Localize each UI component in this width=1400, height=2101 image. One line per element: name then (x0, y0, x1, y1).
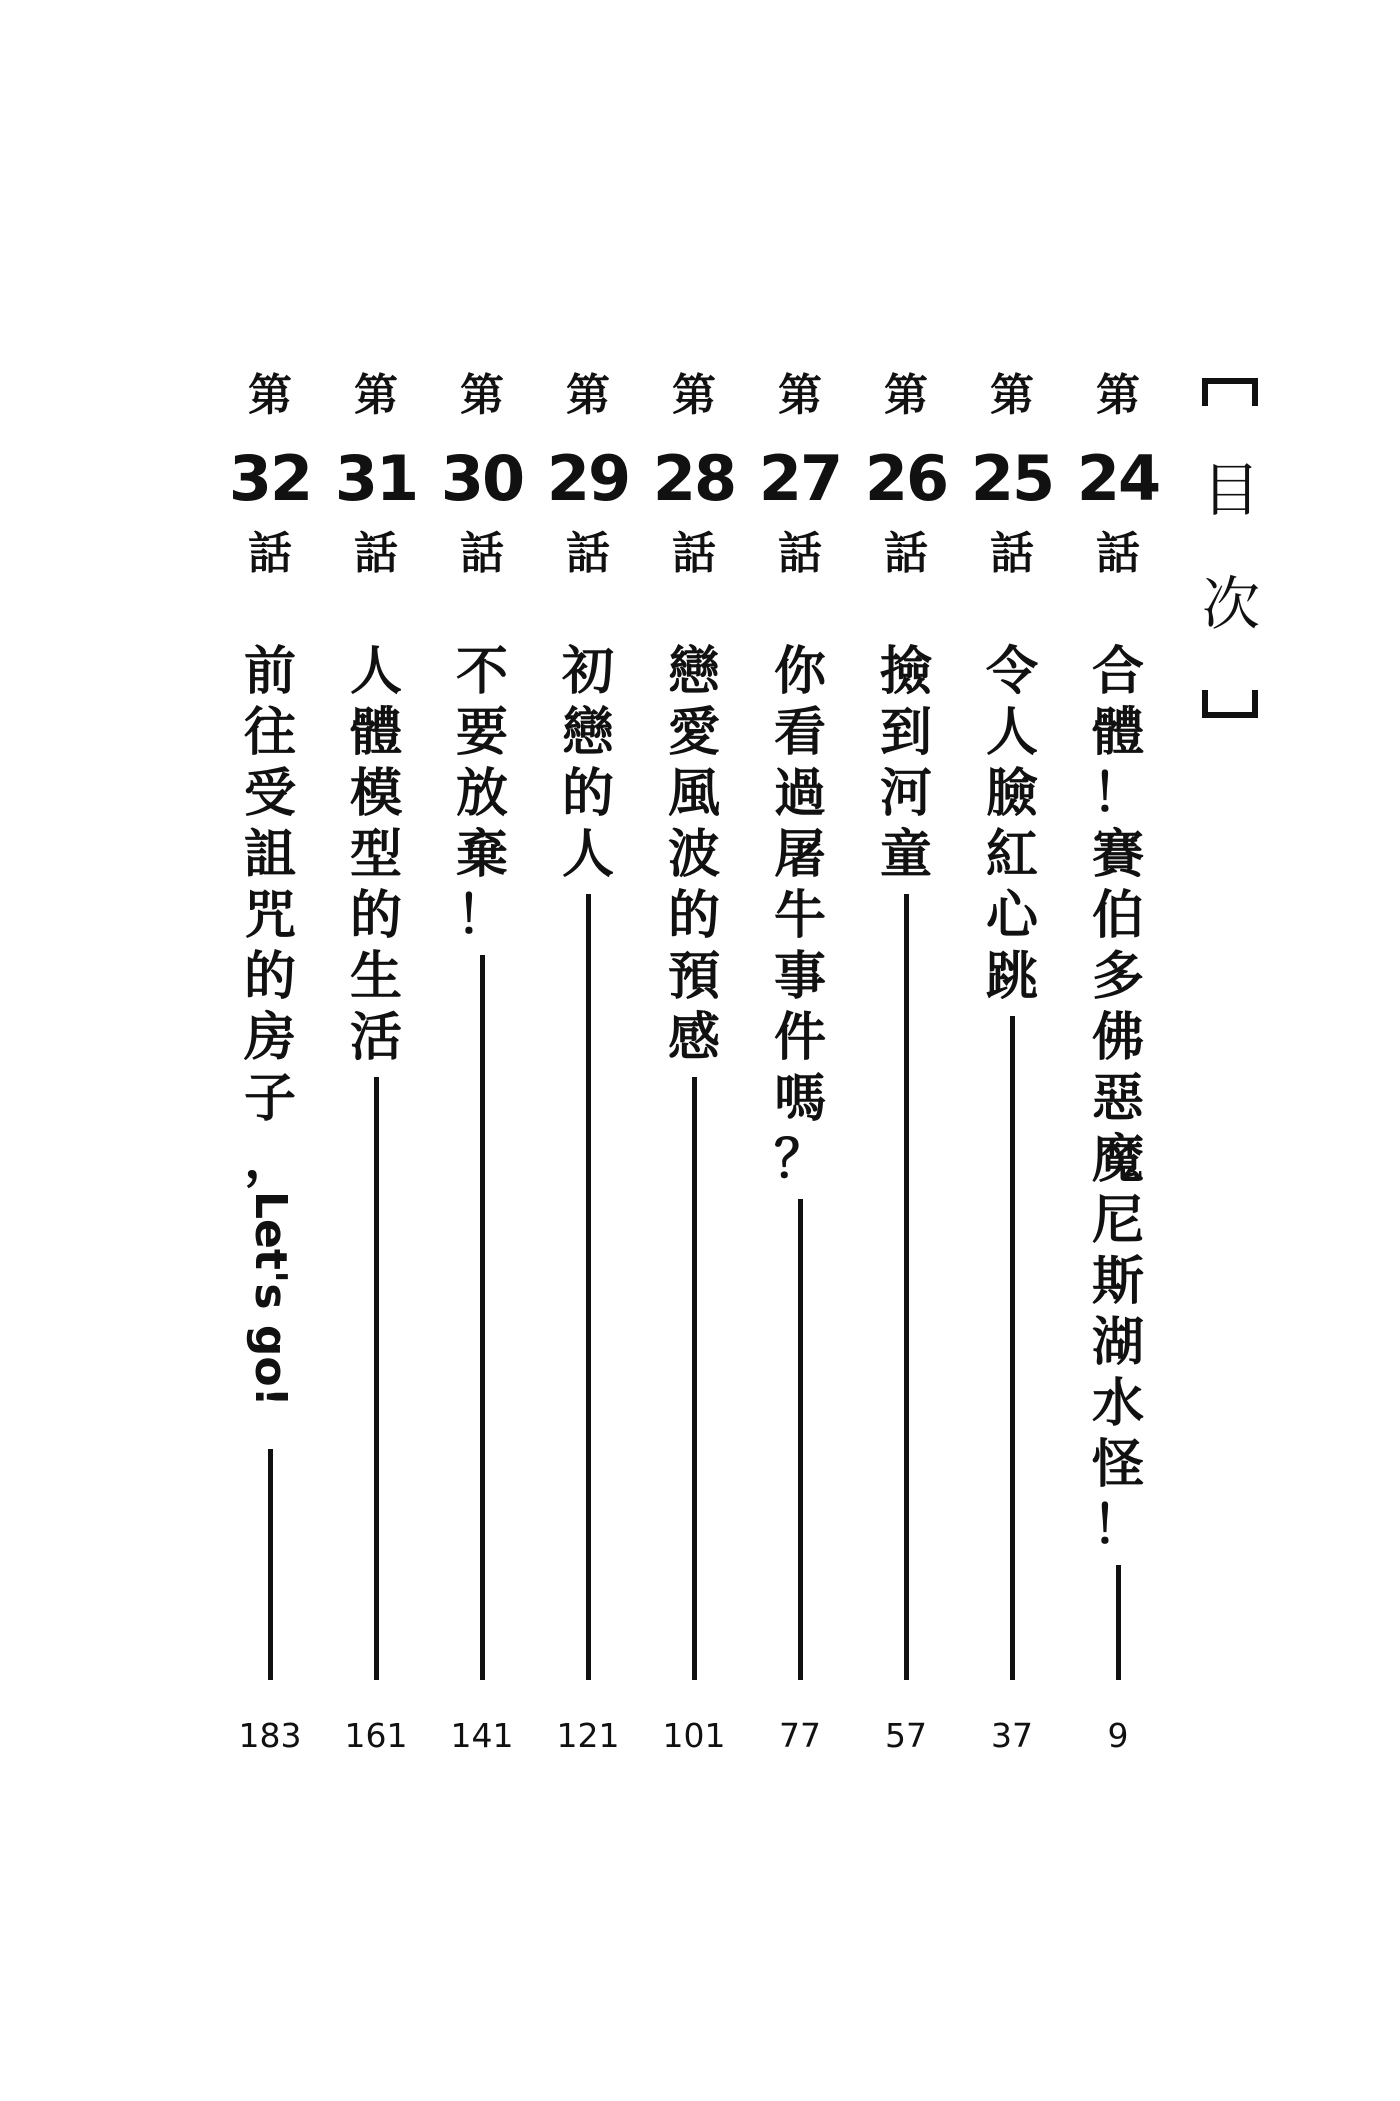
chapter-page-number: 161 (344, 1716, 408, 1755)
chapter-number: 31 (334, 442, 418, 515)
chapter-prefix: 第 (460, 370, 504, 421)
chapter-number: 27 (758, 442, 842, 515)
chapter-number: 32 (228, 442, 312, 515)
chapter-entry[interactable] (851, 0, 961, 2101)
chapter-prefix: 第 (248, 370, 292, 421)
chapter-number: 26 (864, 442, 948, 515)
chapter-page-number: 121 (556, 1716, 620, 1755)
chapter-suffix: 話 (884, 528, 928, 579)
chapter-page-number: 77 (779, 1716, 821, 1755)
chapter-suffix: 話 (460, 528, 504, 579)
chapter-suffix: 話 (1096, 528, 1140, 579)
leader-line (798, 1199, 803, 1680)
chapter-prefix: 第 (990, 370, 1034, 421)
leader-line (480, 955, 485, 1680)
leader-line (904, 894, 909, 1680)
chapter-title: 初 戀 的 人 (561, 642, 614, 885)
chapter-number: 28 (652, 442, 736, 515)
chapter-title: 令 人 臉 紅 心 跳 (985, 642, 1038, 1007)
chapter-number: 29 (546, 442, 630, 515)
chapter-prefix: 第 (672, 370, 716, 421)
chapter-entry[interactable] (321, 0, 431, 2101)
chapter-suffix: 話 (672, 528, 716, 579)
chapter-entry[interactable] (215, 0, 325, 2101)
chapter-prefix: 第 (884, 370, 928, 421)
leader-line (268, 1449, 273, 1680)
heading-bracket-bottom (1202, 690, 1258, 718)
chapter-entry[interactable] (427, 0, 537, 2101)
chapter-title: 前 往 受 詛 咒 的 房 子 ， Let's go! (243, 642, 296, 1407)
heading-bracket-top (1202, 378, 1258, 406)
chapter-prefix: 第 (566, 370, 610, 421)
chapter-page-number: 37 (991, 1716, 1033, 1755)
chapter-title: 戀 愛 風 波 的 預 感 (667, 642, 720, 1068)
chapter-entry[interactable] (533, 0, 643, 2101)
chapter-title: 撿 到 河 童 (879, 642, 932, 885)
chapter-title: 你 看 過 屠 牛 事 件 嗎 ？ (773, 642, 826, 1190)
chapter-number: 25 (970, 442, 1054, 515)
chapter-page-number: 9 (1107, 1716, 1129, 1755)
leader-line (692, 1077, 697, 1680)
chapter-suffix: 話 (354, 528, 398, 579)
chapter-entry[interactable] (957, 0, 1067, 2101)
chapter-number: 30 (440, 442, 524, 515)
leader-line (374, 1077, 379, 1680)
chapter-title: 人 體 模 型 的 生 活 (349, 642, 402, 1068)
chapter-entry[interactable] (1063, 0, 1173, 2101)
heading-char-1: 目 (1201, 456, 1260, 524)
chapter-page-number: 141 (450, 1716, 514, 1755)
chapter-prefix: 第 (1096, 370, 1140, 421)
chapter-page-number: 183 (238, 1716, 302, 1755)
chapter-page-number: 57 (885, 1716, 927, 1755)
heading-char-2: 次 (1201, 570, 1260, 638)
chapter-suffix: 話 (990, 528, 1034, 579)
chapter-suffix: 話 (566, 528, 610, 579)
chapter-number: 24 (1076, 442, 1160, 515)
chapter-prefix: 第 (778, 370, 822, 421)
chapter-title: 不 要 放 棄 ！ (455, 642, 508, 946)
chapter-suffix: 話 (778, 528, 822, 579)
chapter-suffix: 話 (248, 528, 292, 579)
chapter-title-latin: Let's go! (245, 1191, 296, 1407)
chapter-entry[interactable] (745, 0, 855, 2101)
toc-heading (1200, 378, 1262, 718)
leader-line (1116, 1565, 1121, 1680)
chapter-prefix: 第 (354, 370, 398, 421)
chapter-title: 合 體 ！ 賽 伯 多 佛 惡 魔 尼 斯 湖 水 怪 ！ (1091, 642, 1144, 1556)
leader-line (1010, 1016, 1015, 1680)
leader-line (586, 894, 591, 1680)
chapter-page-number: 101 (662, 1716, 726, 1755)
chapter-entry[interactable] (639, 0, 749, 2101)
